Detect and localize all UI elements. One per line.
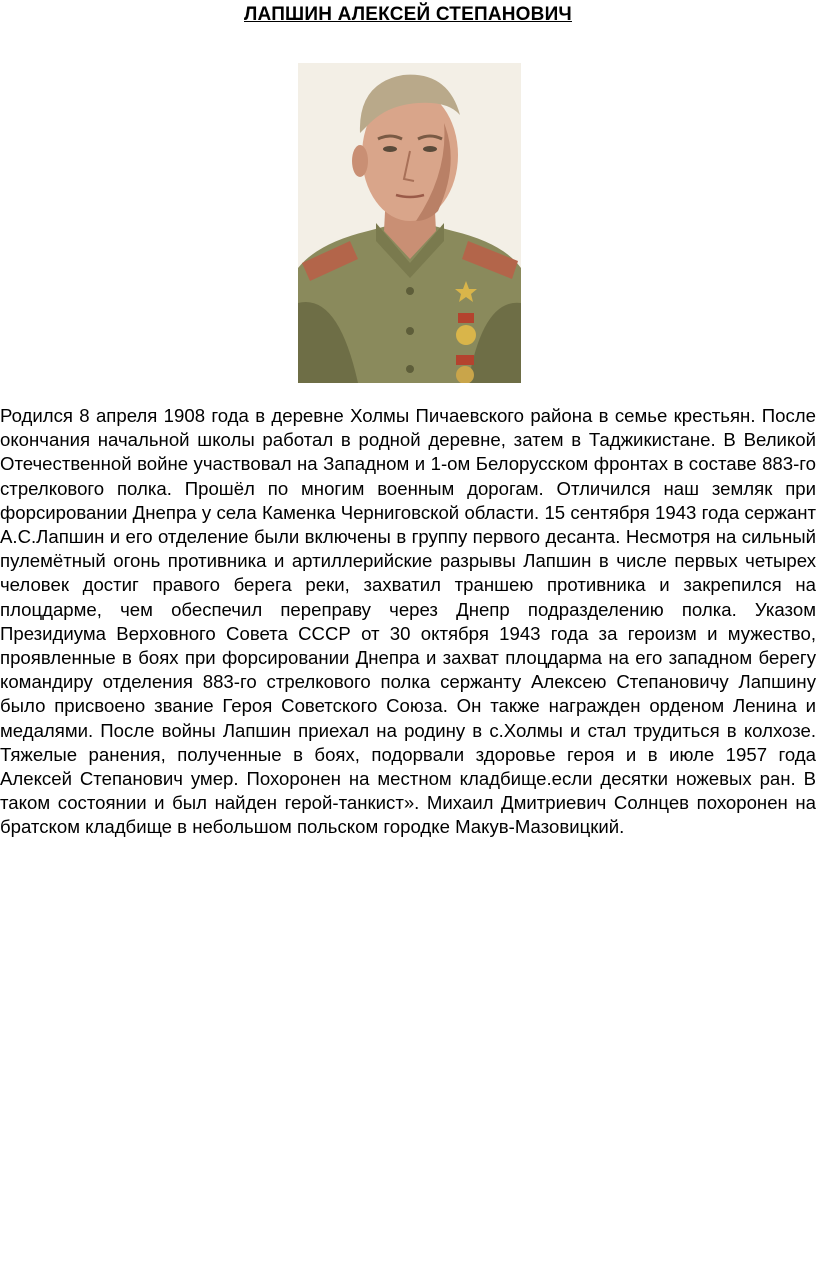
portrait-medal-ribbon (458, 313, 474, 323)
portrait-eye-left (383, 146, 397, 152)
portrait-button (406, 327, 414, 335)
portrait-illustration (298, 63, 521, 383)
portrait-ear (352, 145, 368, 177)
portrait-medal (456, 325, 476, 345)
portrait-medal-ribbon (456, 355, 474, 365)
portrait-button (406, 365, 414, 373)
biography-text: Родился 8 апреля 1908 года в деревне Холмы Пичаевского района в семье крестьян. После окончания начальной школы работал в родной деревне, затем в Таджикистане. В Великой Отечественной войне участвовал на Западном и 1-ом Белорусском фронтах в составе 883-го стрелкового полка. Прошёл по многим военным дорогам. Отличился наш земляк при форсировании Днепра у села Каменка Черниговской области. 15 сентября 1943 года сержант А.С.Лапшин и его отделение были включены в группу первого десанта. Несмотря на сильный пулемётный огонь противника и артиллерийские разрывы Лапшин в числе первых четырех человек достиг правого берега реки, захватил траншею противника и закрепился на плоцдарме, чем обеспечил переправу через Днепр подразделению полка. Указом Президиума Верховного Совета СССР от 30 октября 1943 года за героизм и мужество, проявленные в боях при форсировании Днепра и захват плоцдарма на его западном берегу командиру отделения 883-го стрелкового полка сержанту Алексею Степановичу Лапшину было присвоено звание Героя Советского Союза. Он также награжден орденом Ленина и медалями. После войны Лапшин приехал на родину в с.Холмы и стал трудиться в колхозе. Тяжелые ранения, полученные в боях, подорвали здоровье героя и в июле 1957 года Алексей Степанович умер. Похоронен на местном кладбище.если десятки ножевых ран. В таком состоянии и был найден герой-танкист». Михаил Дмитриевич Солнцев похоронен на братском кладбище в небольшом польском городке Макув-Мазовицкий. (0, 405, 816, 838)
portrait-button (406, 287, 414, 295)
portrait-image (298, 63, 521, 383)
page-title: ЛАПШИН АЛЕКСЕЙ СТЕПАНОВИЧ (244, 4, 572, 25)
portrait-eye-right (423, 146, 437, 152)
